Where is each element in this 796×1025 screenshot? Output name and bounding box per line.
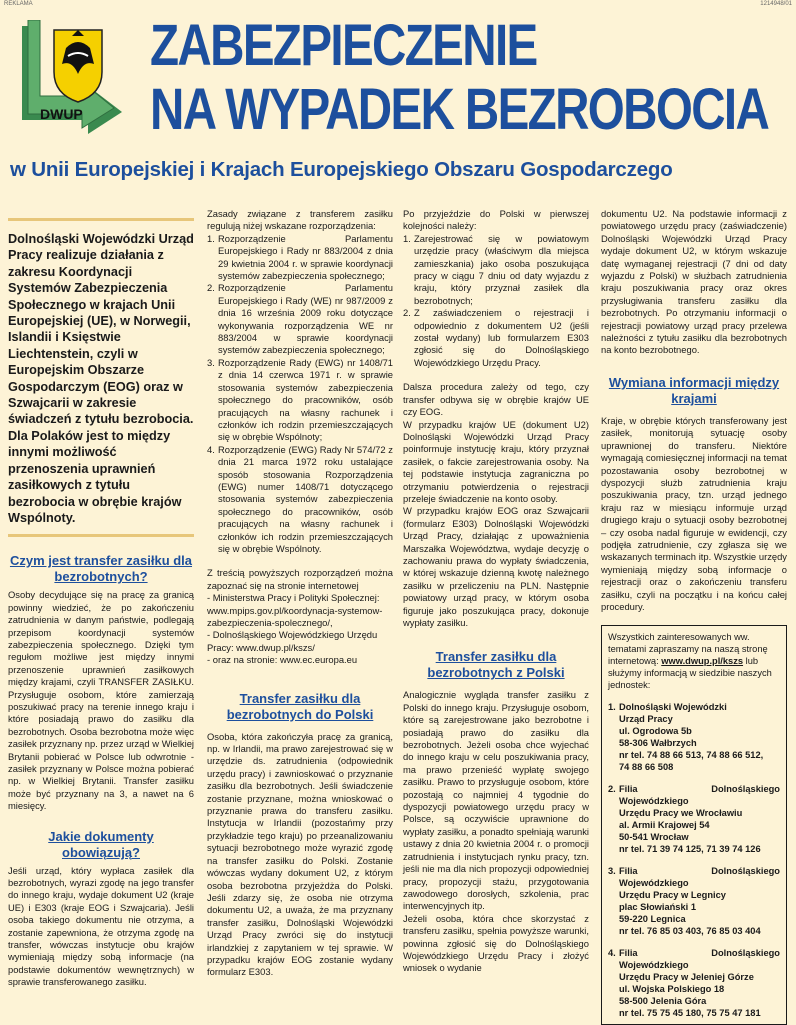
office-phone: nr tel. 71 39 74 125, 71 39 74 126 <box>619 844 761 855</box>
regulation-list <box>207 233 393 556</box>
contact-box <box>601 625 787 1025</box>
office-phone-2: 74 88 66 508 <box>619 762 674 773</box>
office-phone: nr tel. 75 75 45 180, 75 75 47 181 <box>619 1008 761 1019</box>
list-text: Rozporządzenie Parlamentu Europejskiego i Rady nr 883/2004 z dnia 29 kwietnia 2004 r. w sprawie koordynacji systemów zabezpieczenia społecznego; <box>218 232 393 282</box>
office-number: 4. <box>608 948 616 959</box>
contact-intro-text: Wszystkich zainteresowanych ww. tematami zapraszamy na naszą stronę internetową: <box>608 632 768 667</box>
heading-information-exchange-text: Wymiana informacji między krajami <box>608 374 780 406</box>
office-phone: nr tel. 76 85 03 403, 76 85 03 404 <box>619 926 761 937</box>
list-text: Zarejestrować się w powiatowym urzędzie pracy (właściwym dla miejsca zamieszkania) jako osoba poszukująca pracy w ciągu 7 dniu od daty wyjazdu z kraju, który przyznał zasiłek dla bezrobotnych; <box>414 232 589 306</box>
title-line-1: ZABEZPIECZENIE <box>150 13 537 78</box>
list-text: Z zaświadczeniem o rejestracji i odpowiednio z dokumentem U2 (jeśli został wydany) lub formularzem E303 zgłosić się do Dolnośląskiego Wojewódzkiego Urzędu Pracy. <box>414 307 589 368</box>
heading-transfer-from-poland-text: Transfer zasiłku dla bezrobotnych z Polski <box>427 649 565 681</box>
office-name: Filia Dolnośląskiego Wojewódzkiego <box>619 784 780 807</box>
paragraph: Po przyjeździe do Polski w pierwszej kolejności należy: <box>403 208 589 232</box>
heading-transfer-to-poland-text: Transfer zasiłku dla bezrobotnych do Polski <box>226 690 374 722</box>
intro-paragraph: Dolnośląski Wojewódzki Urząd Pracy realizuje działania z zakresu Koordynacji Systemów Zabezpieczenia Społecznego w krajach Unii Europejskiej (UE), w Norwegii, Islandii i Księstwie Liechtenstein, czyli w Europejskim Obszarze Gospodarczym (EOG) oraz w Szwajcarii w zakresie świadczeń z tytułu bezrobocia. Dla Polaków jest to między innymi możliwość przenoszenia uprawnień zasiłkowych z tytułu bezrobocia w obrębie krajów Wspólnoty. <box>8 218 194 537</box>
paragraph: Osoby decydujące się na pracę za granicą powinny wiedzieć, że po zakończeniu zatrudnienia w danym państwie, podlegają przepisom koordynacji systemów zabezpieczenia społecznego. Dzięki tym regułom możliwe jest między innymi przenoszenie uprawnień zasiłkowych między krajami, czyli TRANSFER ZASIŁKU. Przysługuje osobom, które zamierzają poszukiwać pracy na terenie innego kraju i które posiadają prawo do zasiłku dla bezrobotnych. Osoba bezrobotna może więc zasiłek przyznany np. przez urząd w Wielkiej Brytanii pobierać w Polsce lub odwrotnie - zasiłek przyznany w Polsce można pobierać np. w Wielkiej Brytanii. Transfer zasiłku może być przyznany na 3, a nawet na 6 miesięcy. <box>8 589 194 812</box>
office-number: 3. <box>608 866 616 877</box>
steps-list <box>403 233 589 369</box>
list-number: 2. <box>207 282 215 294</box>
office-entry <box>608 947 780 1019</box>
office-street: plac Słowiański 1 <box>619 902 696 913</box>
office-phone: nr tel. 74 88 66 513, 74 88 66 512, <box>619 750 764 761</box>
heading-transfer-to-poland <box>207 691 393 723</box>
heading-transfer <box>8 553 194 585</box>
list-text: Rozporządzenie Rady (EWG) nr 1408/71 z dnia 14 czerwca 1971 r. w sprawie stosowania systemów zabezpieczenia społecznego do pracowników, osób pracujących na własny rachunek i członków ich rodzin przemieszczających się w obrębie Wspólnoty; <box>218 356 393 443</box>
paragraph: Analogicznie wygląda transfer zasiłku z Polski do innego kraju. Przysługuje osobom, które są zarejestrowane jako bezrobotne i posiadają prawo do zasiłku dla bezrobotnych. Jeżeli osoba chce wyjechać do innego kraju w celu poszukiwania pracy, ma prawo przenieść wypłatę swojego zasiłku. Prawo to przysługuje osobom, które pozostają co najmniej 4 tygodnie do dyspozycji powiatowego urzędu pracy w Polsce, są oczywiście uprawnione do wypłaty zasiłku, a ponadto spełniają warunki ustawy z dnia 20 kwietnia 2004 r. o promocji zatrudnienia i instytucjach rynku pracy, tzn. jeśli nie ma dla nich propozycji odpowiedniej pracy, propozycji stażu, przygotowania zawodowego dorosłych, szkolenia, prac interwencyjnych itp. <box>403 689 589 912</box>
office-name: Dolnośląski Wojewódzki <box>619 702 727 713</box>
heading-documents <box>8 829 194 861</box>
office-city: 58-500 Jelenia Góra <box>619 996 707 1007</box>
website-link[interactable]: www.dwup.pl/kszs <box>661 656 744 667</box>
office-name: Filia Dolnośląskiego Wojewódzkiego <box>619 948 780 971</box>
office-street: ul. Wojska Polskiego 18 <box>619 984 725 995</box>
list-item[interactable]: - Dolnośląskiego Wojewódzkiego Urzędu Pracy: www.dwup.pl/kszs/ <box>207 629 378 653</box>
dwup-logo <box>18 20 130 134</box>
office-street: al. Armii Krajowej 54 <box>619 820 710 831</box>
column-2 <box>207 208 393 979</box>
paragraph: Kraje, w obrębie których transferowany jest zasiłek, monitorują sytuację osoby uprawnionej do transferu. Niektóre wymagają comiesięcznej informacji na temat pozostawania osoby bezrobotnej w dyspozycji służb zatrudnienia kraju poszukiwania pracy, tzn. urząd jednego kraju raz w miesiącu informuje urząd drugiego kraju o sytuacji osoby bezrobotnej – czy osoba nadal figuruje w ewidencji, czy podjęła zatrudnienie, czy zgłasza się we wskazanych terminach itp. Wszystkie urzędy wymieniają między sobą informacje o rejestracji oraz o zakończeniu transferu zasiłku, czyli na początku i na końcu całej procedury. <box>601 414 787 612</box>
heading-transfer-from-poland <box>403 649 589 681</box>
column-4 <box>601 208 787 1025</box>
paragraph: Jeśli urząd, który wypłaca zasiłek dla bezrobotnych, wyrazi zgodę na jego transfer do innego kraju, wydaje dokument U2 (kraje UE) i E303 (kraje EOG i Szwajcaria). Jeśli osoba takiego dokumentu nie otrzyma, a zostanie zapewniona, że otrzyma zgodę na transfer, wówczas instytucje obu krajów wymieniają między sobą informacje (na podstawie dokumentów wewnętrznych) w sprawie transferowanego zasiłku. <box>8 864 194 988</box>
heading-documents-text: Jakie dokumenty obowiązują? <box>48 828 154 860</box>
paragraph: Z treścią powyższych rozporządzeń można zapoznać się na stronie internetowej <box>207 567 393 591</box>
office-number: 2. <box>608 784 616 795</box>
list-number: 3. <box>207 356 215 368</box>
paragraph: Jeżeli osoba, która chce skorzystać z transferu zasiłku, spełnia powyższe warunki, powinna zgłosić się do Dolnośląskiego Wojewódzkiego Urzędu Pracy i złożyć wniosek o wydanie <box>403 912 589 974</box>
top-strip <box>0 0 796 10</box>
page-title <box>150 13 769 142</box>
paragraph: W przypadku krajów EOG oraz Szwajcarii (formularz E303) Dolnośląski Wojewódzki Urząd Pracy, działając z upoważnienia Marszałka Województwa, wydaje decyzję o zachowaniu prawa do wypłaty świadczenia, w której wskazuje dzienną kwotę należnego zasiłku w przeliczeniu na PLN. Następnie powiatowy urząd pracy, w którym osoba figuruje jako poszukująca pracy, dokonuje wypłaty zasiłku. <box>403 505 589 628</box>
office-number: 1. <box>608 702 616 713</box>
column-1 <box>8 208 194 989</box>
list-text: Rozporządzenie (EWG) Rady Nr 574/72 z dnia 21 marca 1972 roku ustalające sposób stosowania Rozporządzenia (EWG) numer 1408/71 dotyczącego stosowania systemów zabezpieczenia społecznego do pracowników, osób pracujących na własny rachunek i członków ich rodzin przemieszczających się w obrębie Wspólnoty. <box>218 443 393 554</box>
list-item <box>403 233 589 307</box>
list-number: 2. <box>403 307 411 319</box>
list-number: 1. <box>403 232 411 244</box>
office-name: Filia Dolnośląskiego Wojewódzkiego <box>619 866 780 889</box>
office-entry <box>608 701 780 773</box>
list-item <box>207 233 393 283</box>
office-name-2: Urzędu Pracy we Wrocławiu <box>619 808 743 819</box>
office-city: 59-220 Legnica <box>619 914 686 925</box>
office-name-2: Urząd Pracy <box>619 714 673 725</box>
paragraph: W przypadku krajów UE (dokument U2) Dolnośląski Wojewódzki Urząd Pracy poinformuje instytucję kraju, który przyznał zasiłek, o fakcie zarejestrowania osoby. Na tej podstawie instytucja zagraniczna po otrzymaniu potwierdzenia o rejestracji przeleje świadczenie na konto osoby. <box>403 418 589 504</box>
list-item <box>207 444 393 556</box>
office-street: ul. Ogrodowa 5b <box>619 726 692 737</box>
page-subtitle: w Unii Europejskiej i Krajach Europejskiego Obszaru Gospodarczego <box>10 158 673 181</box>
link-list <box>207 592 393 666</box>
logo-text: DWUP <box>40 106 83 122</box>
list-item <box>207 357 393 444</box>
office-entry <box>608 865 780 937</box>
office-city: 50-541 Wrocław <box>619 832 689 843</box>
title-line-2: NA WYPADEK BEZROBOCIA <box>150 77 769 142</box>
paragraph: Zasady związane z transferem zasiłku regulują niżej wskazane rozporządzenia: <box>207 208 393 232</box>
office-name-2: Urzędu Pracy w Jeleniej Górze <box>619 972 754 983</box>
heading-information-exchange <box>601 375 787 407</box>
contact-intro <box>608 631 780 691</box>
column-3 <box>403 208 589 975</box>
heading-transfer-text: Czym jest transfer zasiłku dla bezrobotnych? <box>9 553 193 585</box>
paragraph: dokumentu U2. Na podstawie informacji z powiatowego urzędu pracy (zaświadczenie) Dolnośląski Wojewódzki Urząd Pracy wydaje dokument U2, w którym wskazuje datę wymaganej rejestracji (7 dni od daty wyjazdu z Polski) w służbach zatrudnienia kraju poszukiwania pracy oraz okres przysługiwania transferu zasiłku dla bezrobotnych. Po otrzymaniu informacji o rejestracji powiatowy urząd pracy przelewa należności z tytułu zasiłku dla bezrobotnych na konto bezrobotnego. <box>601 208 787 356</box>
list-number: 4. <box>207 443 215 455</box>
office-city: 58-306 Wałbrzych <box>619 738 697 749</box>
office-name-2: Urzędu Pracy w Legnicy <box>619 890 726 901</box>
office-entry <box>608 783 780 855</box>
list-item <box>403 307 589 369</box>
contact-intro-text-2: lub służymy informacją w siedzibie naszych jednostek: <box>608 656 772 691</box>
list-number: 1. <box>207 232 215 244</box>
list-item <box>207 282 393 356</box>
advert-tag: REKLAMA <box>4 1 33 7</box>
paragraph: Osoba, która zakończyła pracę za granicą, np. w Irlandii, ma prawo zarejestrować się w urzędzie ds. zatrudnienia (odpowiednik urzędu pracy) i zawnioskować o przyznanie zasiłku dla bezrobotnych. Jeśli świadczenie zostanie przyznane, można wnioskować o przyznanie prawa do transferu zasiłku. Instytucja w Irlandii (pozostańmy przy przykładzie tego kraju) po przeanalizowaniu sytuacji bezrobotnego może wyrazić zgodę na transfer zasiłku do Polski. Zostanie wówczas wydany dokument U2, z którym osoba bezrobotna przyjeżdża do Polski. Jeśli zdarzy się, że osoba nie otrzyma dokumentu U2, a uważa, że ma przyznany transfer zasiłku, Dolnośląski Wojewódzki Urząd Pracy zwróci się do instytucji irlandzkiej z zapytaniem w tej sprawie. W przypadku krajów EOG zostanie wydany formularz E303. <box>207 730 393 978</box>
list-item[interactable]: - oraz na stronie: www.ec.europa.eu <box>207 654 358 666</box>
list-text: Rozporządzenie Parlamentu Europejskiego i Rady (WE) nr 987/2009 z dnia 16 września 2009 roku dotyczące wykonywania rozporządzenia WE nr 883/2004 w sprawie koordynacji systemów zabezpieczenia społecznego; <box>218 282 393 356</box>
paragraph: Dalsza procedura zależy od tego, czy transfer odbywa się w obrębie krajów UE czy EOG. <box>403 381 589 418</box>
ad-code: 1214948/01 <box>760 1 792 7</box>
list-item[interactable]: - Ministerstwa Pracy i Polityki Społecznej: www.mpips.gov.pl/koordynacja-systemow-zabezpieczenia-spolecznego/, <box>207 592 383 628</box>
